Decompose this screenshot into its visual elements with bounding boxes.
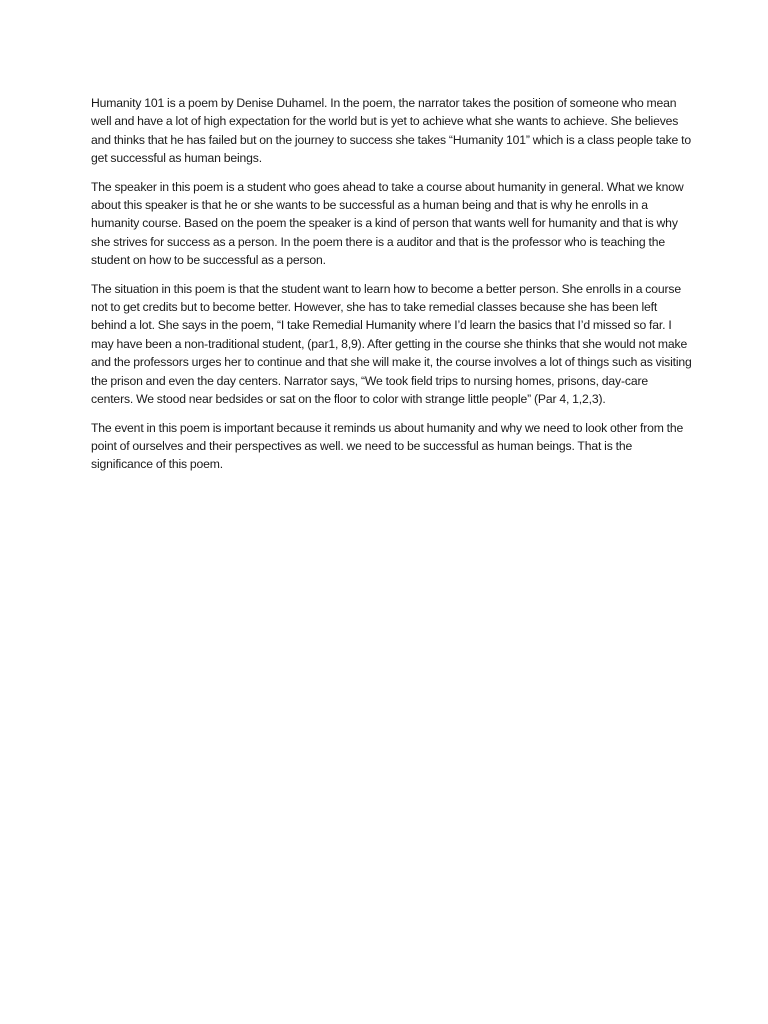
paragraph-significance: The event in this poem is important because it reminds us about humanity and why we need to look other from the point of ourselves and their perspectives as well. we need to be successful as human beings. That is the significance of this poem. <box>91 420 684 472</box>
paragraph-situation: The situation in this poem is that the student want to learn how to become a better person. She enrolls in a course not to get credits but to become better. However, she has to take remedial classes because she has been left behind a lot. She says in the poem, “I take Remedial Humanity where I’d learn the basics that I’d missed so far. I may have been a non-traditional student, (par1, 8,9). After getting in the course she thinks that she would not make and the professors urges her to continue and that she will make it, the course involves a lot of things such as visiting the prison and even the day centers. Narrator says, “We took field trips to nursing homes, prisons, day-care centers. We stood near bedsides or sat on the floor to color with strange little people” (Par 4, 1,2,3). <box>91 281 692 407</box>
document-body <box>91 94 693 484</box>
paragraph-speaker: The speaker in this poem is a student who goes ahead to take a course about humanity in general. What we know about this speaker is that he or she wants to be successful as a human being and that is why he enrolls in a humanity course. Based on the poem the speaker is a kind of person that wants well for humanity and that is why she strives for success as a person. In the poem there is a auditor and that is the professor who is teaching the student on how to be successful as a person. <box>91 179 684 268</box>
paragraph-intro: Humanity 101 is a poem by Denise Duhamel. In the poem, the narrator takes the position of someone who mean well and have a lot of high expectation for the world but is yet to achieve what she wants to achieve. She believes and thinks that he has failed but on the journey to success she takes “Humanity 101” which is a class people take to get successful as human beings. <box>91 96 691 166</box>
